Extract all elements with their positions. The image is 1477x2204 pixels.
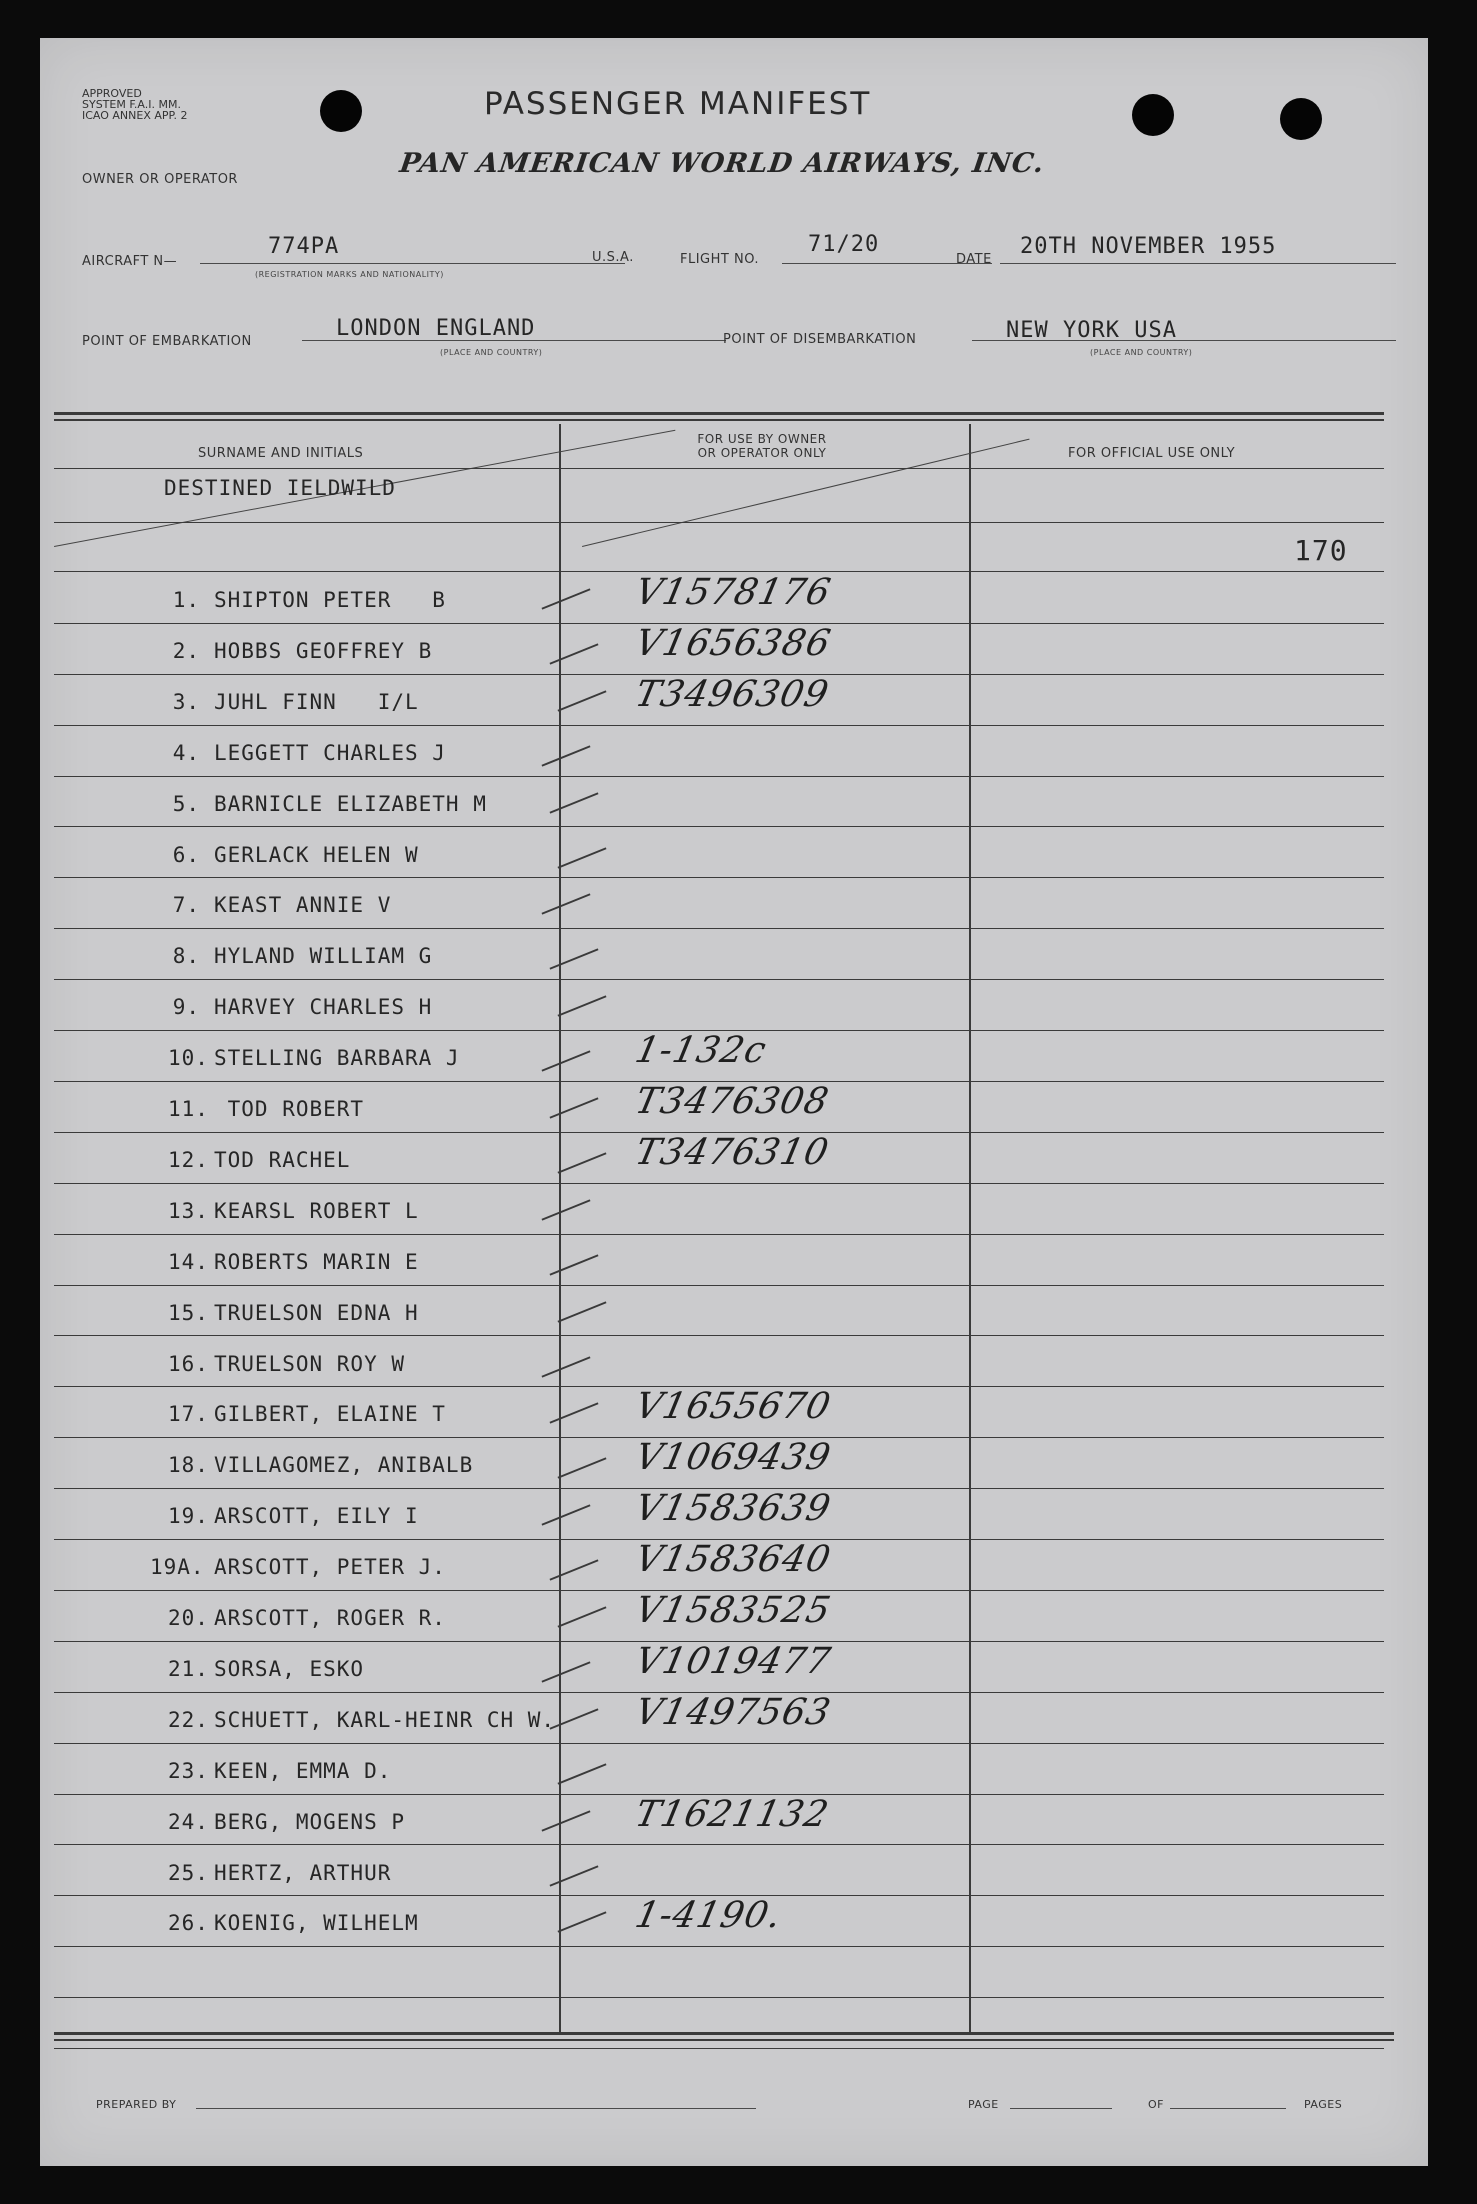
passenger-name: ARSCOTT, EILY I (214, 1504, 419, 1529)
check-mark (542, 1356, 591, 1377)
prepared-by-label: PREPARED BY (96, 2098, 177, 2111)
date-value: 20TH NOVEMBER 1955 (1020, 234, 1277, 259)
table-row (40, 1032, 1428, 1083)
table-row (40, 1338, 1428, 1389)
passenger-name: SORSA, ESKO (214, 1656, 365, 1681)
table-row (40, 1640, 1428, 1694)
passenger-name: TRUELSON ROY W (214, 1351, 406, 1376)
check-mark (542, 1661, 591, 1682)
embarkation-label: POINT OF EMBARKATION (82, 334, 252, 349)
check-mark (550, 1403, 599, 1424)
table-row (40, 930, 1428, 981)
passenger-number: 14. (168, 1249, 209, 1274)
date-label: DATE (956, 252, 992, 267)
table-row (40, 1439, 1428, 1490)
passenger-name: SCHUETT, KARL-HEINR CH W. (214, 1707, 556, 1732)
check-mark (558, 1912, 607, 1933)
passenger-number: 12. (168, 1147, 209, 1172)
check-mark (550, 792, 599, 813)
table-row (40, 673, 1428, 727)
document-number: T1621132 (631, 1793, 833, 1835)
page-label: PAGE (968, 2098, 999, 2111)
check-mark (558, 996, 607, 1017)
check-mark (550, 1254, 599, 1275)
passenger-name: ARSCOTT, ROGER R. (214, 1606, 446, 1630)
passenger-number: 18. (168, 1453, 209, 1478)
document-number: T3496309 (631, 673, 833, 715)
passenger-name: KOENIG, WILHELM (214, 1911, 419, 1936)
check-mark (558, 1458, 607, 1479)
punch-hole (1132, 94, 1174, 136)
passenger-number: 8. (172, 944, 200, 969)
passenger-name: HOBBS GEOFFREY B (214, 638, 433, 663)
passenger-number: 1. (172, 588, 200, 612)
passenger-name: TRUELSON EDNA H (214, 1300, 419, 1325)
passenger-name: ARSCOTT, PETER J. (214, 1555, 446, 1580)
check-mark (550, 1708, 599, 1729)
registration-caption: (REGISTRATION MARKS AND NATIONALITY) (255, 270, 444, 279)
table-row (40, 879, 1428, 930)
check-mark (542, 745, 591, 766)
passenger-name: KEARSL ROBERT L (214, 1198, 419, 1223)
document-number: V1583639 (631, 1488, 835, 1530)
table-row (40, 1287, 1428, 1338)
passenger-name: STELLING BARBARA J (214, 1046, 460, 1071)
passenger-name: BARNICLE ELIZABETH M (214, 791, 487, 816)
passenger-number: 22. (168, 1707, 209, 1732)
passenger-name: LEGGETT CHARLES J (214, 740, 446, 765)
passenger-number: 7. (172, 893, 200, 918)
check-mark (550, 1097, 599, 1118)
passenger-name: TOD ROBERT (214, 1097, 365, 1121)
passenger-number: 2. (172, 638, 200, 663)
passenger-number: 20. (168, 1606, 209, 1630)
passenger-number: 24. (168, 1809, 209, 1834)
passenger-number: 17. (168, 1402, 209, 1427)
passenger-name: KEEN, EMMA D. (214, 1758, 392, 1783)
passenger-name: HARVEY CHARLES H (214, 995, 433, 1020)
check-mark (558, 1763, 607, 1784)
passenger-number: 5. (172, 791, 200, 816)
check-mark (542, 588, 591, 609)
table-row (40, 1691, 1428, 1745)
check-mark (550, 1865, 599, 1886)
passenger-name: VILLAGOMEZ, ANIBALB (214, 1453, 474, 1478)
document-number: V1583525 (631, 1590, 835, 1631)
table-row (40, 1897, 1428, 1948)
table-row (40, 778, 1428, 829)
table-row (40, 1793, 1428, 1847)
passenger-number: 21. (168, 1656, 209, 1681)
disembarkation-value: NEW YORK USA (1006, 318, 1177, 343)
manifest-sheet (40, 38, 1428, 2166)
passenger-name: GERLACK HELEN W (214, 842, 419, 867)
passenger-number: 10. (168, 1046, 209, 1071)
company-name: PAN AMERICAN WORLD AIRWAYS, INC. (397, 148, 1047, 179)
table-row (40, 622, 1428, 676)
check-mark (542, 894, 591, 915)
passenger-number: 6. (172, 842, 200, 867)
official-number: 170 (1294, 534, 1348, 567)
usa-label: U.S.A. (592, 250, 634, 265)
passenger-number: 19. (168, 1504, 209, 1529)
column-header-surname: SURNAME AND INITIALS (198, 446, 364, 461)
passenger-number: 16. (168, 1351, 209, 1376)
document-number: T3476310 (631, 1131, 833, 1173)
document-number: V1069439 (631, 1437, 835, 1479)
document-number: T3476308 (631, 1081, 833, 1122)
table-row (40, 1388, 1428, 1439)
check-mark (550, 1559, 599, 1580)
destined-text: DESTINED IELDWILD (164, 476, 396, 500)
approved-line: APPROVED (82, 87, 142, 100)
table-row (40, 1185, 1428, 1236)
passenger-number: 3. (172, 689, 200, 714)
passenger-name: BERG, MOGENS P (214, 1809, 406, 1834)
passenger-number: 11. (168, 1097, 209, 1121)
column-header-official: FOR OFFICIAL USE ONLY (1068, 446, 1236, 461)
page-title: PASSENGER MANIFEST (484, 86, 872, 122)
passenger-name: HYLAND WILLIAM G (214, 944, 433, 969)
passenger-name: GILBERT, ELAINE T (214, 1402, 446, 1427)
check-mark (558, 690, 607, 711)
table-row (40, 1490, 1428, 1541)
check-mark (558, 1152, 607, 1173)
document-number: V1583640 (631, 1539, 835, 1581)
document-number: 1-4190. (631, 1895, 786, 1937)
passenger-number: 19A. (150, 1555, 205, 1580)
check-mark (558, 847, 607, 868)
document-number: V1656386 (631, 622, 835, 664)
check-mark (542, 1810, 591, 1831)
passenger-number: 23. (168, 1758, 209, 1783)
embarkation-value: LONDON ENGLAND (336, 316, 536, 341)
table-row (40, 1847, 1428, 1898)
table-row (40, 727, 1428, 778)
owner-use-line: OR OPERATOR ONLY (697, 446, 827, 460)
document-number: V1578176 (631, 572, 835, 613)
passenger-name: SHIPTON PETER B (214, 588, 446, 612)
check-mark (542, 1199, 591, 1220)
passenger-number: 15. (168, 1300, 209, 1325)
punch-hole (1280, 98, 1322, 140)
passenger-name: JUHL FINN I/L (214, 689, 419, 714)
check-mark (542, 1505, 591, 1526)
approved-line: SYSTEM F.A.I. MM. (82, 98, 181, 111)
aircraft-label: AIRCRAFT N— (82, 254, 178, 269)
document-number: V1497563 (631, 1691, 835, 1733)
table-row (40, 1541, 1428, 1592)
of-label: OF (1148, 2098, 1164, 2111)
passenger-name: HERTZ, ARTHUR (214, 1860, 392, 1885)
passenger-number: 9. (172, 995, 200, 1020)
passenger-number: 25. (168, 1860, 209, 1885)
owner-label: OWNER OR OPERATOR (82, 172, 238, 187)
table-row (40, 1236, 1428, 1287)
passenger-number: 4. (172, 740, 200, 765)
flight-label: FLIGHT NO. (680, 252, 760, 267)
embarkation-caption: (PLACE AND COUNTRY) (440, 348, 543, 357)
check-mark (558, 1301, 607, 1322)
check-mark (550, 643, 599, 664)
check-mark (550, 949, 599, 970)
passenger-number: 13. (168, 1198, 209, 1223)
table-row (40, 829, 1428, 880)
table-row (40, 1745, 1428, 1796)
table-row (40, 1083, 1428, 1134)
passenger-number: 26. (168, 1911, 209, 1936)
table-row (40, 1592, 1428, 1643)
pages-label: PAGES (1304, 2098, 1343, 2111)
table-row (40, 1131, 1428, 1185)
disembarkation-caption: (PLACE AND COUNTRY) (1090, 348, 1193, 357)
owner-use-line: FOR USE BY OWNER (697, 432, 827, 446)
passenger-name: KEAST ANNIE V (214, 893, 392, 918)
check-mark (558, 1606, 607, 1627)
aircraft-value: 774PA (268, 234, 340, 259)
flight-value: 71/20 (808, 232, 880, 257)
approved-line: ICAO ANNEX APP. 2 (82, 109, 188, 122)
passenger-name: TOD RACHEL (214, 1147, 351, 1172)
disembarkation-label: POINT OF DISEMBARKATION (723, 332, 917, 347)
document-number: V1019477 (631, 1640, 835, 1682)
punch-hole (320, 90, 362, 132)
table-row (40, 981, 1428, 1032)
passenger-name: ROBERTS MARIN E (214, 1249, 419, 1274)
approved-note (82, 88, 222, 121)
check-mark (542, 1050, 591, 1071)
document-number: V1655670 (631, 1386, 835, 1428)
table-row (40, 574, 1428, 625)
column-header-owner-use (672, 432, 852, 460)
document-number: 1-132c (631, 1030, 771, 1072)
